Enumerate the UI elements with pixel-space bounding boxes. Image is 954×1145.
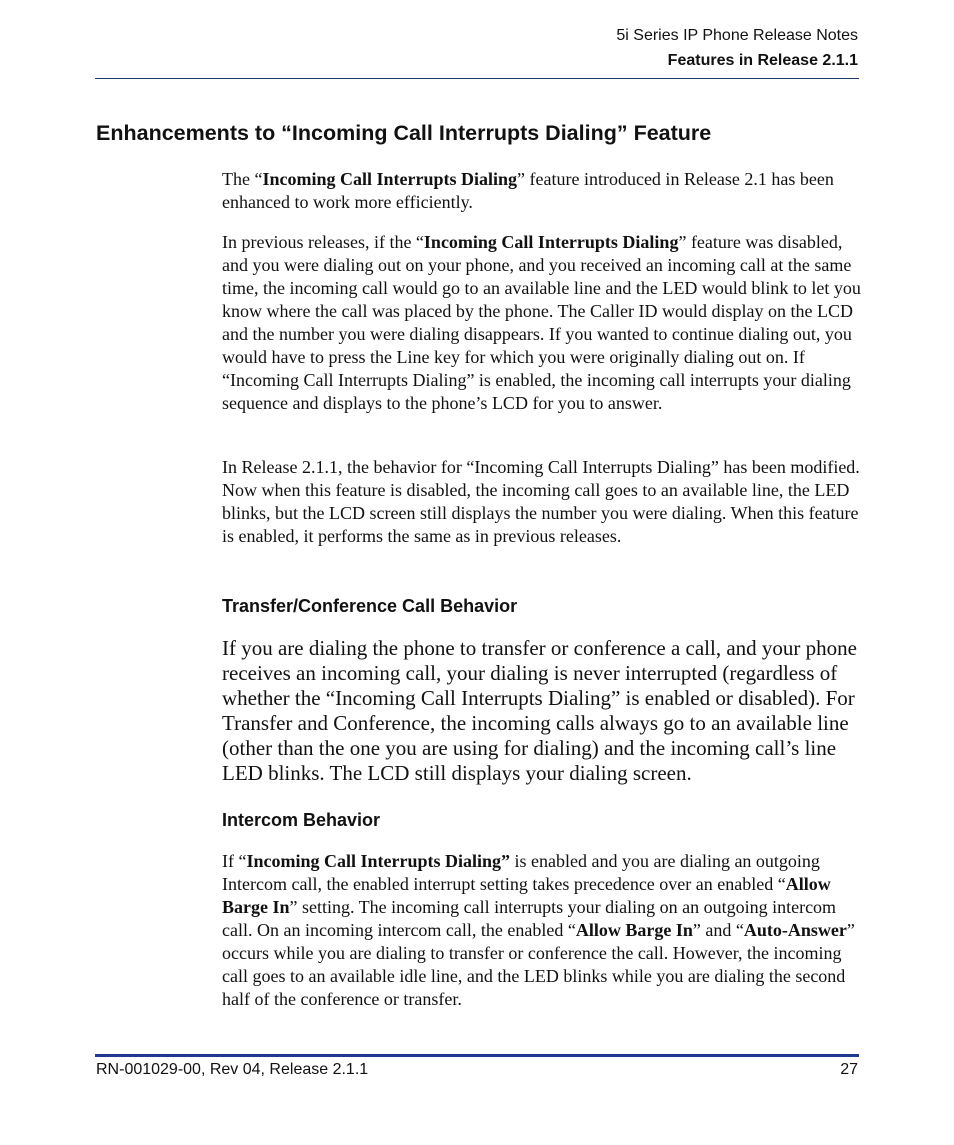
footer-page-number: 27: [840, 1061, 858, 1078]
subheading-intercom: Intercom Behavior: [222, 810, 381, 830]
section-heading: Enhancements to “Incoming Call Interrupts Dialing” Feature: [96, 121, 712, 145]
header-section-title: Features in Release 2.1.1: [667, 52, 858, 69]
paragraph-release-211: In Release 2.1.1, the behavior for “Incoming Call Interrupts Dialing” has been modified. Now when this feature is disabled, the incoming call goes to an available line, the LED blinks, but the LCD screen still displays the number you were dialing. When this feature is enabled, it performs the same as in previous releases.: [222, 457, 860, 546]
footer-rule: [95, 1054, 859, 1057]
footer-doc-number: RN-001029-00, Rev 04, Release 2.1.1: [96, 1061, 369, 1078]
header-doc-title: 5i Series IP Phone Release Notes: [616, 27, 858, 44]
paragraph-previous-releases: In previous releases, if the “Incoming Call Interrupts Dialing” feature was disabled, and you were dialing out on your phone, and you received an incoming call at the same time, the incoming call would go to an available line and the LED would blink to let you know where the call was placed by the phone. The Caller ID would display on the LCD and the number you were dialing disappears. If you wanted to continue dialing out, you would have to press the Line key for which you were originally dialing out on. If “Incoming Call Interrupts Dialing” is enabled, the incoming call interrupts your dialing sequence and displays to the phone’s LCD for you to answer.: [222, 232, 861, 413]
subheading-transfer-conference: Transfer/Conference Call Behavior: [222, 596, 518, 616]
paragraph-intercom: If “Incoming Call Interrupts Dialing” is enabled and you are dialing an outgoing Intercom call, the enabled interrupt setting takes precedence over an enabled “Allow Barge In” setting. The incoming call interrupts your dialing on an outgoing intercom call. On an incoming intercom call, the enabled “Allow Barge In” and “Auto-Answer” occurs while you are dialing to transfer or conference the call. However, the incoming call goes to an available idle line, and the LED blinks while you are dialing the second half of the conference or transfer.: [222, 851, 855, 1009]
paragraph-intro: The “Incoming Call Interrupts Dialing” feature introduced in Release 2.1 has been enhanced to work more efficiently.: [222, 169, 834, 212]
header-rule: [95, 78, 859, 79]
paragraph-transfer-conference: If you are dialing the phone to transfer or conference a call, and your phone receives an incoming call, your dialing is never interrupted (regardless of whether the “Incoming Call Interrupts Dialing” is enabled or disabled). For Transfer and Conference, the incoming calls always go to an available line (other than the one you are using for dialing) and the incoming call’s line LED blinks. The LCD still displays your dialing screen.: [222, 636, 857, 785]
